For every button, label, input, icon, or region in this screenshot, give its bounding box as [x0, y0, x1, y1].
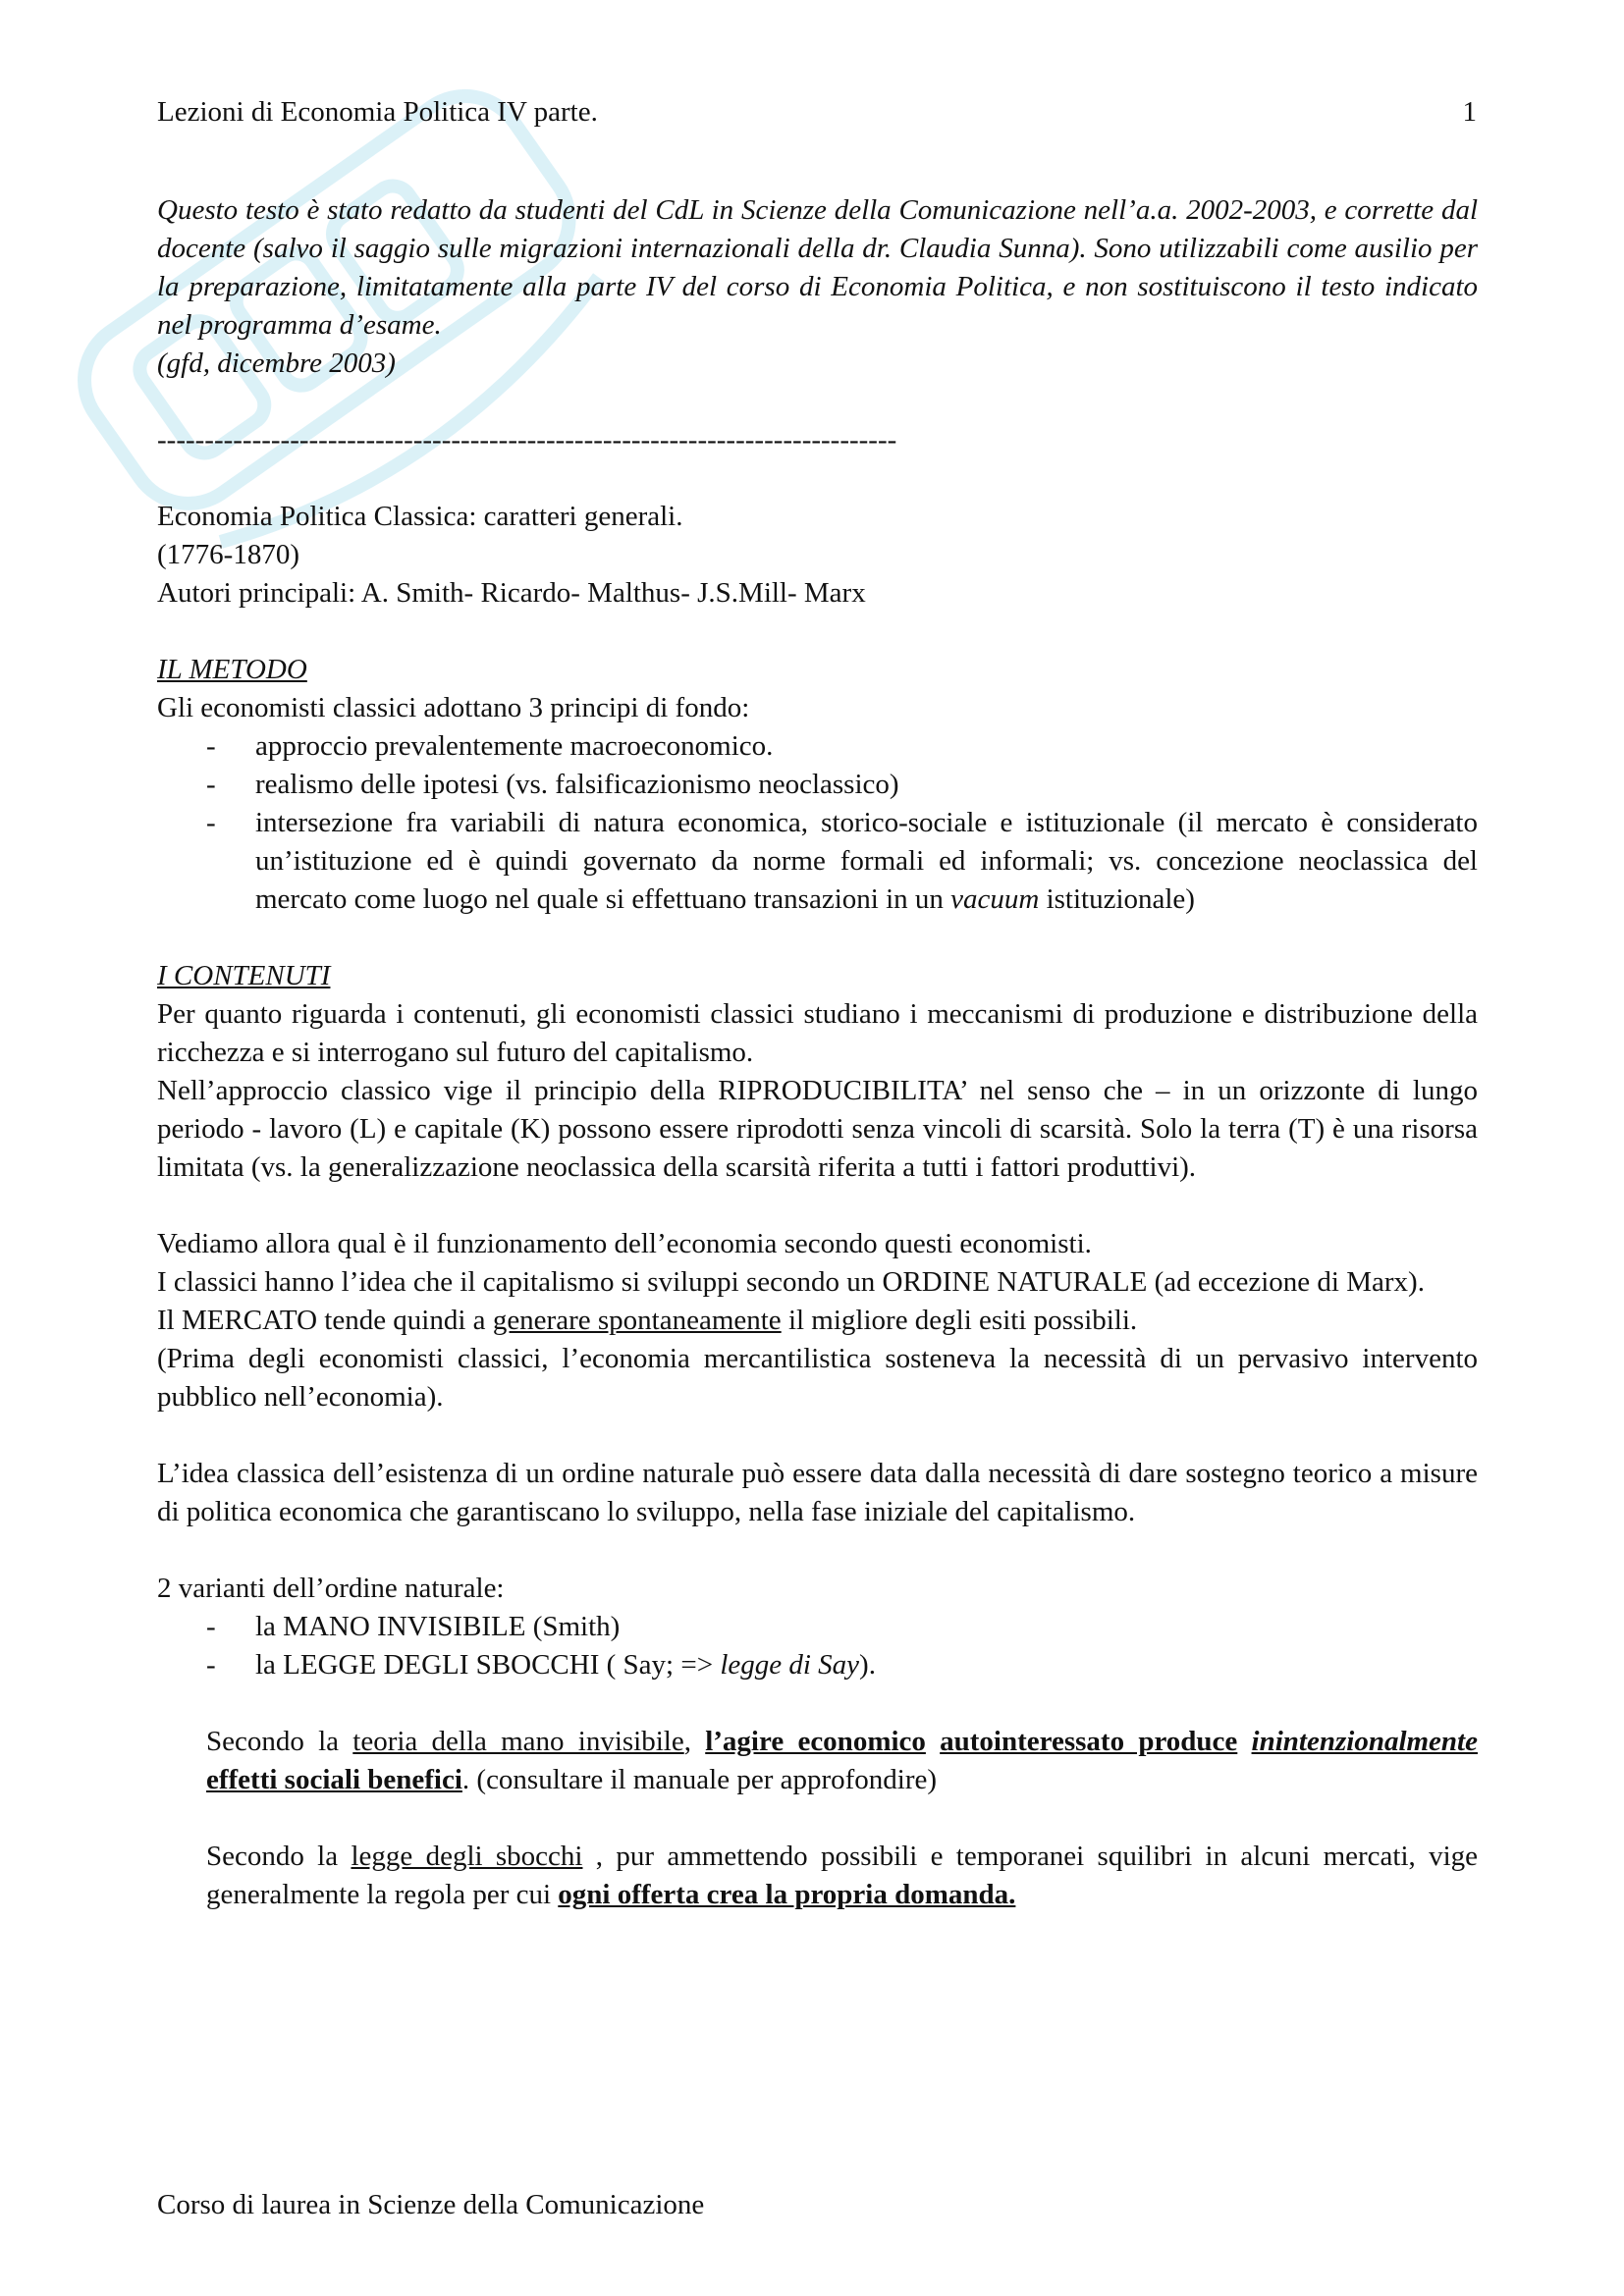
- page-footer: Corso di laurea in Scienze della Comunicazione: [157, 2189, 705, 2220]
- header-title: Lezioni di Economia Politica IV parte.: [157, 96, 598, 128]
- section-title: Economia Politica Classica: caratteri generali.: [157, 501, 683, 532]
- funzionamento-l2: I classici hanno l’idea che il capitalismo si sviluppi secondo un ORDINE NATURALE (ad eccezione di Marx).: [157, 1266, 1425, 1298]
- separator-line: ------------------------------------------------------------------------------: [157, 424, 897, 455]
- list-item: - approccio prevalentemente macroeconomico.: [206, 730, 774, 762]
- varianti-list: [157, 1608, 1478, 1684]
- page-number: 1: [1462, 96, 1477, 128]
- funzionamento-l1: Vediamo allora qual è il funzionamento dell’economia secondo questi economisti.: [157, 1228, 1092, 1259]
- intro-paragraph: Questo testo è stato redatto da studenti del CdL in Scienze della Comunicazione nell’a.a. 2002-2003, e corrette dal docente (salvo il saggio sulle migrazioni internazionali della dr. Claudia Sunna). Sono utilizzabili come ausilio per la preparazione, limitatamente alla parte IV del corso di Economia Politica, e non sostituiscono il testo indicato nel programma d’esame.: [157, 194, 1478, 341]
- legge-sbocchi-paragraph: Secondo la legge degli sbocchi , pur ammettendo possibili e temporanei squilibri in alcuni mercati, vige generalmente la regola per cui ogni offerta crea la propria domanda.: [206, 1841, 1479, 1910]
- list-item: - la MANO INVISIBILE (Smith): [206, 1611, 621, 1642]
- section-period: (1776-1870): [157, 539, 299, 570]
- list-item: - la LEGGE DEGLI SBOCCHI ( Say; => legge di Say).: [206, 1649, 876, 1681]
- heading-contenuti: I CONTENUTI: [157, 960, 331, 991]
- ordine-paragraph: L’idea classica dell’esistenza di un ordine naturale può essere data dalla necessità di dare sostegno teorico a misure di politica economica che garantiscano lo sviluppo, nella fase iniziale del capitalismo.: [157, 1458, 1478, 1527]
- intro-signature: (gfd, dicembre 2003): [157, 347, 396, 379]
- contenuti-p2: Nell’approccio classico vige il principio della RIPRODUCIBILITA’ nel senso che – in un orizzonte di lungo periodo - lavoro (L) e capitale (K) possono essere riprodotti senza vincoli di scarsità. Solo la terra (T) è una risorsa limitata (vs. la generalizzazione neoclassica della scarsità riferita a tutti i fattori produttivi).: [157, 1075, 1478, 1183]
- funzionamento-l4: (Prima degli economisti classici, l’economia mercantilistica sosteneva la necessità di un pervasivo intervento pubblico nell’economia).: [157, 1343, 1478, 1413]
- metodo-list: [157, 727, 1478, 919]
- list-item: - realismo delle ipotesi (vs. falsificazionismo neoclassico): [206, 769, 899, 800]
- varianti-intro: 2 varianti dell’ordine naturale:: [157, 1573, 505, 1604]
- section-authors: Autori principali: A. Smith- Ricardo- Malthus- J.S.Mill- Marx: [157, 577, 866, 609]
- document-body: [157, 191, 1478, 1914]
- funzionamento-l3: Il MERCATO tende quindi a generare spontaneamente il migliore degli esiti possibili.: [157, 1305, 1138, 1336]
- heading-metodo: IL METODO: [157, 654, 307, 685]
- metodo-intro: Gli economisti classici adottano 3 principi di fondo:: [157, 692, 750, 723]
- mano-invisibile-paragraph: Secondo la teoria della mano invisibile, l’agire economico autointeressato produce inintenzionalmente effetti sociali benefici. (consultare il manuale per approfondire): [206, 1726, 1478, 1795]
- contenuti-p1: Per quanto riguarda i contenuti, gli economisti classici studiano i meccanismi di produzione e distribuzione della ricchezza e si interrogano sul futuro del capitalismo.: [157, 998, 1478, 1068]
- page-header: [157, 96, 1477, 129]
- list-item: - intersezione fra variabili di natura economica, storico-sociale e istituzionale (il mercato è considerato un’istituzione ed è quindi governato da norme formali ed informali; vs. concezione neoclassica del mercato come luogo nel quale si effettuano transazioni in un vacuum istituzionale): [206, 807, 1478, 915]
